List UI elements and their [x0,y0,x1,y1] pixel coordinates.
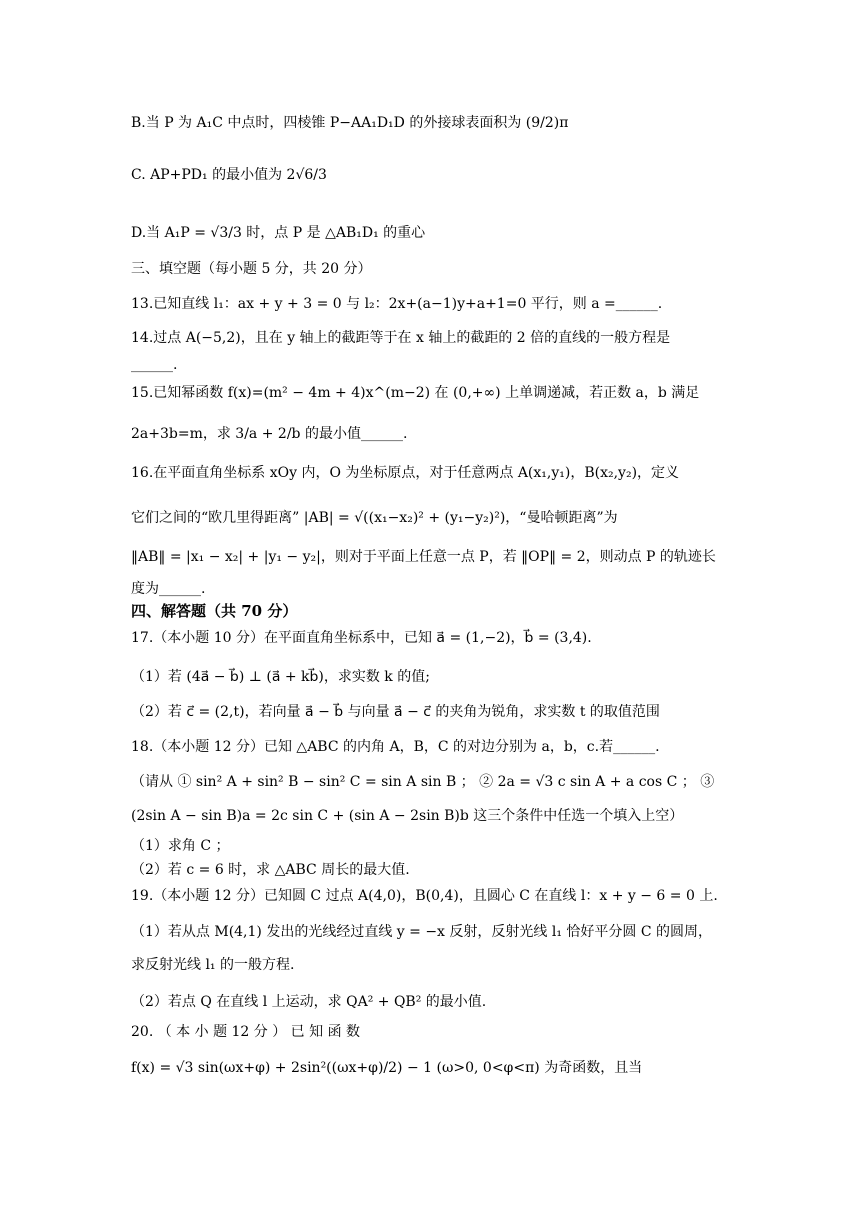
question-14: 14.过点 A(−5,2)，且在 y 轴上的截距等于在 x 轴上的截距的 2 倍的直线的一般方程是 [131,330,671,346]
option-b: B.当 P 为 A₁C 中点时，四棱锥 P−AA₁D₁D 的外接球表面积为 (9/2)π [131,115,569,131]
question-14-blank: ______. [131,357,178,373]
question-18-part-2: （2）若 c = 6 时，求 △ABC 周长的最大值. [131,862,410,878]
question-18-part-1: （1）求角 C ； [131,838,230,854]
section-heading-fill-in: 三、填空题（每小题 5 分，共 20 分） [131,261,372,277]
question-16-line-1: 16.在平面直角坐标系 xOy 内，O 为坐标原点，对于任意两点 A(x₁,y₁)，B(x₂,y₂)，定义 [131,465,680,481]
question-15-line-1: 15.已知幂函数 f(x)=(m² − 4m + 4)x^(m−2) 在 (0,+∞) 上单调递减，若正数 a，b 满足 [131,385,700,401]
option-d: D.当 A₁P = √3/3 时，点 P 是 △AB₁D₁ 的重心 [131,225,426,241]
question-18-conditions-1: （请从 ① sin² A + sin² B − sin² C = sin A sin B ； ② 2a = √3 c sin A + a cos C ； ③ [131,774,715,790]
question-19: 19.（本小题 12 分）已知圆 C 过点 A(4,0)，B(0,4)，且圆心 C 在直线 l：x + y − 6 = 0 上. [131,888,718,904]
question-17: 17.（本小题 10 分）在平面直角坐标系中，已知 a⃗ = (1,−2)，b⃗ = (3,4). [131,630,592,646]
question-19-part-2: （2）若点 Q 在直线 l 上运动，求 QA² + QB² 的最小值. [131,994,487,1010]
question-17-part-1: （1）若 (4a⃗ − b⃗) ⊥ (a⃗ + kb⃗)，求实数 k 的值; [131,669,430,685]
question-18: 18.（本小题 12 分）已知 △ABC 的内角 A，B，C 的对边分别为 a，b，c.若______. [131,739,660,755]
question-15-line-2: 2a+3b=m，求 3/a + 2/b 的最小值______. [131,426,408,442]
question-16-line-2: 它们之间的“欧几里得距离” |AB| = √((x₁−x₂)² + (y₁−y₂)²)，“曼哈顿距离”为 [131,510,618,526]
question-16-line-3: ‖AB‖ = |x₁ − x₂| + |y₁ − y₂|，则对于平面上任意一点 P，若 ‖OP‖ = 2，则动点 P 的轨迹长 [131,549,716,565]
question-19-part-1: （1）若从点 M(4,1) 发出的光线经过直线 y = −x 反射，反射光线 l₁ 恰好平分圆 C 的圆周， [131,924,712,940]
section-heading-answers: 四、解答题（共 70 分） [131,602,298,620]
question-17-part-2: （2）若 c⃗ = (2,t)，若向量 a⃗ − b⃗ 与向量 a⃗ − c⃗ 的夹角为锐角，求实数 t 的取值范围 [131,704,660,720]
question-19-part-1-cont: 求反射光线 l₁ 的一般方程. [131,957,295,973]
question-13: 13.已知直线 l₁：ax + y + 3 = 0 与 l₂：2x+(a−1)y+a+1=0 平行，则 a =______. [131,296,663,312]
question-16-line-4: 度为______. [131,581,206,597]
option-c: C. AP+PD₁ 的最小值为 2√6/3 [131,167,327,183]
question-18-conditions-2: (2sin A − sin B)a = 2c sin C + (sin A − 2sin B)b 这三个条件中任选一个填入上空） [131,808,684,824]
question-20-line-1: 20. （ 本 小 题 12 分 ） 已 知 函 数 [131,1024,361,1040]
question-20-line-2: f(x) = √3 sin(ωx+φ) + 2sin²((ωx+φ)/2) − 1 (ω>0, 0<φ<π) 为奇函数，且当 [131,1060,643,1076]
